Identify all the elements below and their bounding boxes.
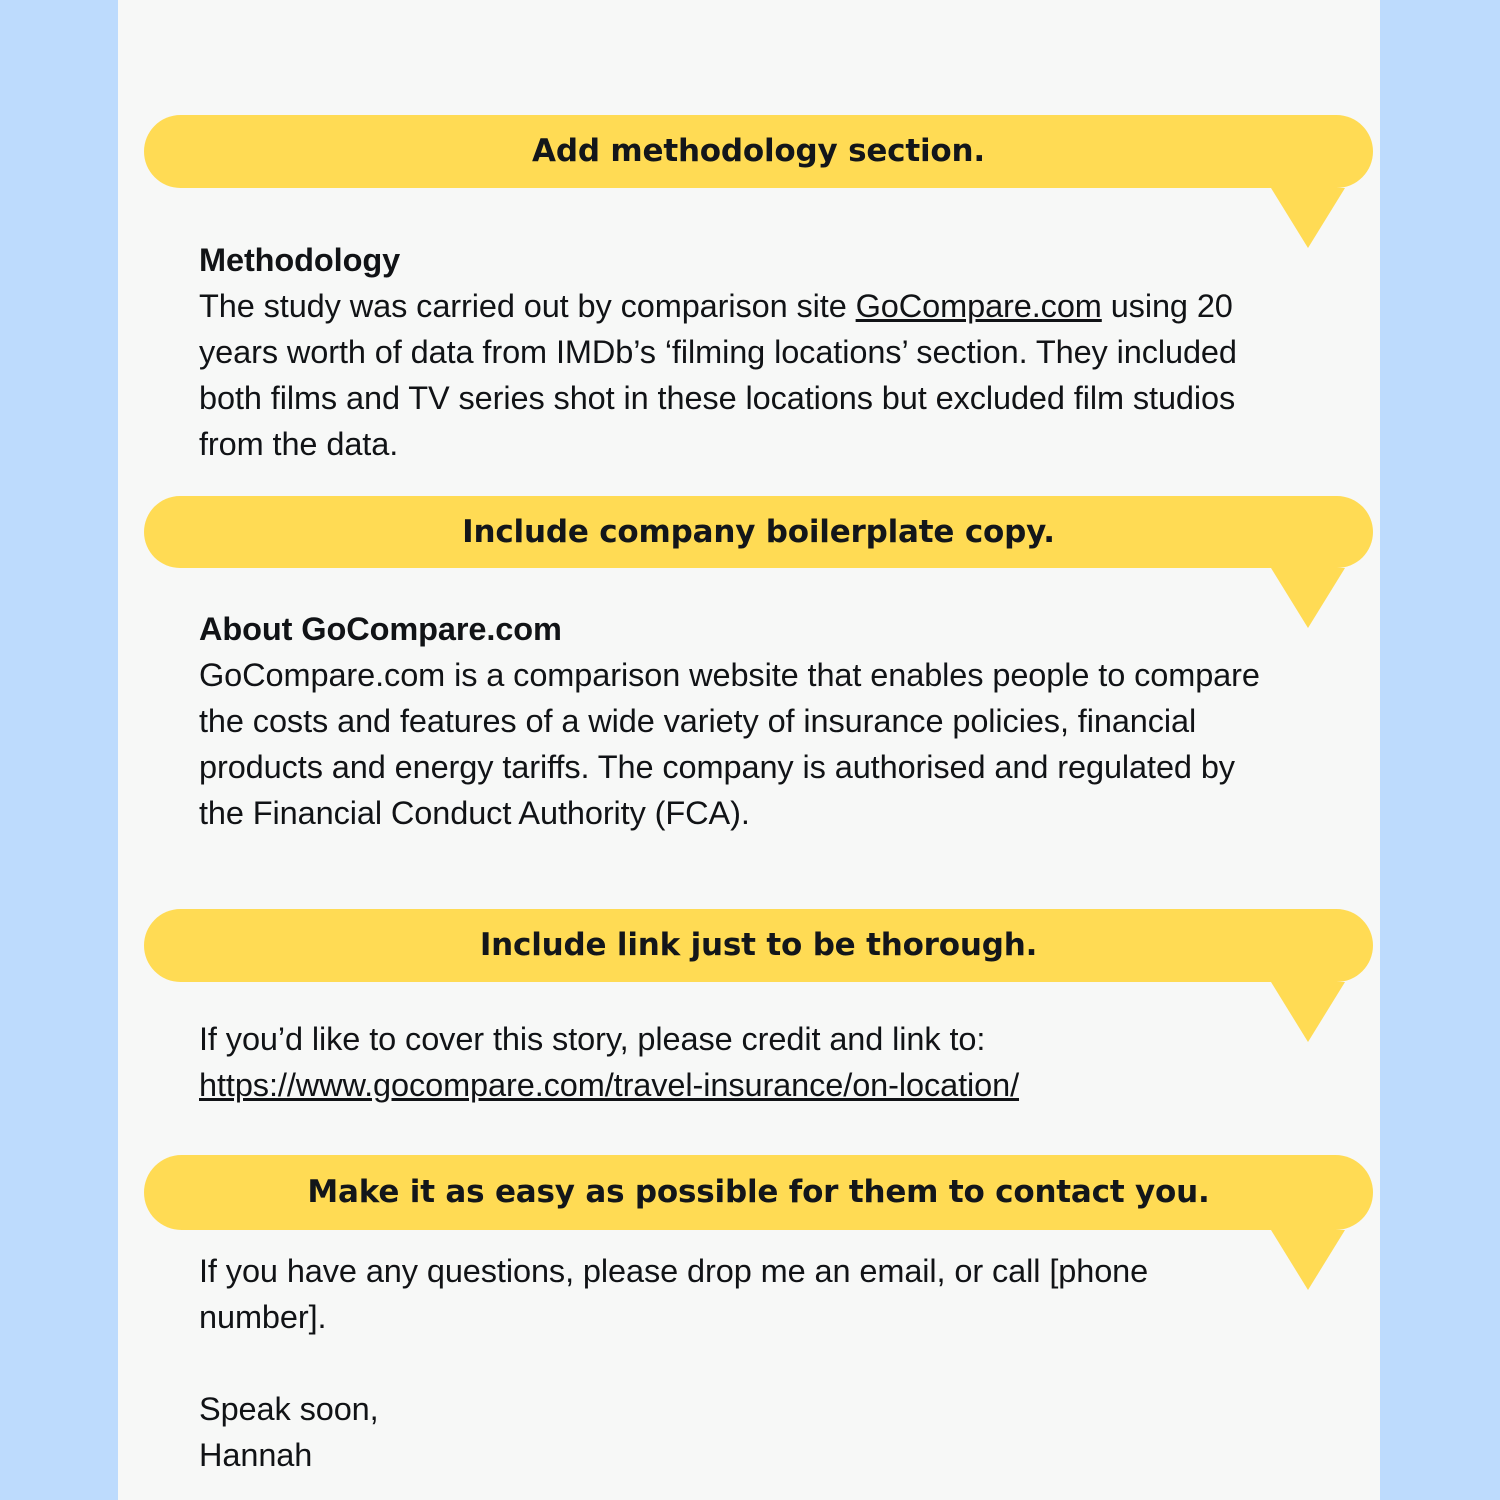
section-paragraph	[199, 1016, 1269, 1062]
document-sheet	[118, 0, 1380, 1500]
section-paragraph-url	[199, 1062, 1269, 1108]
paragraph-spacer	[199, 1340, 1269, 1386]
callout-tail-icon	[1271, 982, 1345, 1042]
section-text: If you have any questions, please drop me an email, or call [phone number].	[199, 1253, 1149, 1335]
callout-bubble-link	[144, 909, 1373, 982]
signoff-line: Speak soon,	[199, 1391, 379, 1427]
callout-tail-icon	[1271, 188, 1345, 248]
on-location-url-link[interactable]: https://www.gocompare.com/travel-insurance/on-location/	[199, 1067, 1020, 1103]
signature-line: Hannah	[199, 1437, 313, 1473]
section-text-lead: The study was carried out by comparison site	[199, 288, 856, 324]
callout-label: Include link just to be thorough.	[479, 927, 1038, 963]
callout-label: Add methodology section.	[532, 133, 985, 169]
callout-bubble-boilerplate	[144, 496, 1373, 568]
callout-label: Make it as easy as possible for them to contact you.	[307, 1174, 1210, 1210]
section-body-link	[199, 1016, 1269, 1108]
callout-label: Include company boilerplate copy.	[462, 513, 1055, 550]
section-heading: Methodology	[199, 242, 401, 278]
callout-tail-icon	[1271, 1230, 1345, 1290]
section-text: GoCompare.com is a comparison website that enables people to compare the costs and features of a wide variety of insurance policies, financial products and energy tariffs. The company is authorised and regulated by the Financial Conduct Authority (FCA).	[199, 657, 1260, 831]
section-paragraph	[199, 237, 1269, 467]
gocompare-link[interactable]: GoCompare.com	[855, 288, 1102, 324]
section-body-contact	[199, 1248, 1269, 1478]
section-paragraph	[199, 606, 1269, 836]
section-body-methodology	[199, 237, 1269, 467]
callout-tail-icon	[1271, 568, 1345, 628]
section-text: If you’d like to cover this story, please credit and link to:	[199, 1021, 986, 1057]
section-paragraph	[199, 1248, 1269, 1340]
section-text-rest: using 20 years worth of data from IMDb’s ‘filming locations’ section. They included both films and TV series shot in these locations but excluded film studios from the data.	[199, 288, 1237, 462]
section-heading: About GoCompare.com	[199, 611, 562, 647]
callout-bubble-contact	[144, 1155, 1373, 1230]
callout-bubble-methodology	[144, 115, 1373, 188]
section-body-about	[199, 606, 1269, 836]
